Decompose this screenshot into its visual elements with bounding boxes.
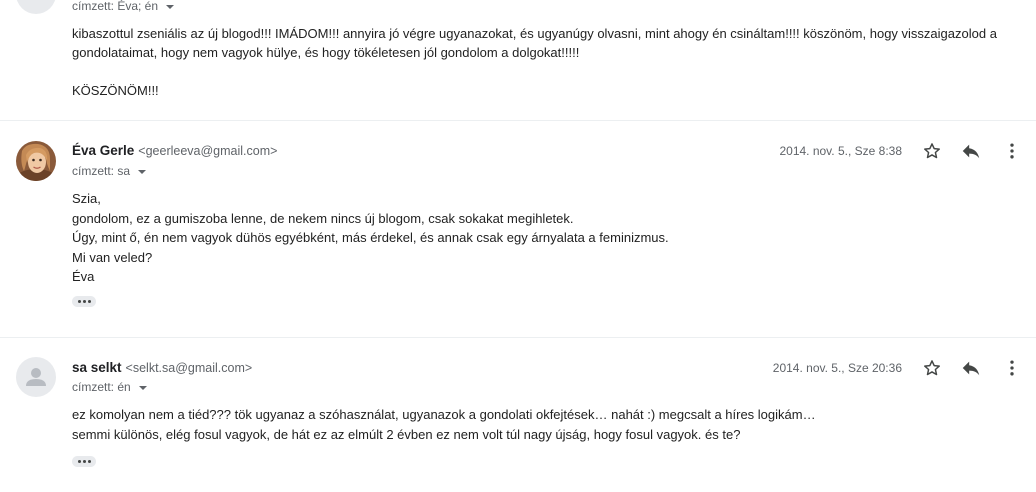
body-line: ez komolyan nem a tiéd??? tök ugyanaz a szóhasználat, ugyanazok a gondolati okfejtések… nahát :) megcsalt a híres logikám… [72,407,816,422]
body-line: gondolom, ez a gumiszoba lenne, de nekem nincs új blogom, csak sokakat megihletek. [72,210,574,226]
recipient-text: címzett: én [72,380,131,394]
message-divider [0,120,1036,121]
show-trimmed-content-button[interactable] [72,296,96,307]
message-date[interactable]: 2014. nov. 5., Sze 8:38 [779,144,902,158]
sender-name[interactable]: sa selkt [72,360,122,375]
chevron-down-icon[interactable] [138,170,146,174]
message-date[interactable]: 2014. nov. 5., Sze 20:36 [772,361,902,375]
body-line: kibaszottul zseniális az új blogod!!! IMÁDOM!!! annyira jó végre ugyanazokat, és ugyanúgy olvasni, mint ahogy én csináltam!!!! köszönöm, hogy visszaigazolod a [72,26,997,41]
sender-name[interactable]: Éva Gerle [72,143,135,158]
avatar[interactable] [16,141,56,181]
message-divider [0,337,1036,338]
ellipsis-icon [78,300,81,303]
reply-button[interactable] [959,356,983,380]
star-button[interactable] [920,356,944,380]
recipient-line[interactable] [72,380,147,394]
reply-button[interactable] [959,139,983,163]
body-line: gondolataimat, hogy nem vagyok hülye, és hogy tökéletesen jól gondolom a dolgokat!!!!! [72,45,580,60]
body-line: Mi van veled? [72,249,153,265]
reply-icon [960,140,982,162]
chevron-down-icon[interactable] [166,5,174,9]
star-icon [922,141,942,161]
star-button[interactable] [920,139,944,163]
recipient-line[interactable] [72,164,146,178]
body-line: semmi különös, elég fosul vagyok, de hát ez az elmúlt 2 évben ez nem volt túl nagy újság, hogy fosul vagyok. és te? [72,426,741,442]
reply-icon [960,357,982,379]
avatar[interactable] [16,0,56,14]
profile-photo [16,141,56,181]
person-icon [16,357,56,397]
message-body [72,189,1022,287]
recipient-text: címzett: sa [72,164,131,178]
message-body [72,24,1022,100]
more-vert-icon [1002,141,1022,161]
message-body [72,405,1022,444]
ellipsis-icon [78,460,81,463]
body-line: Szia, [72,191,101,206]
chevron-down-icon[interactable] [139,386,147,390]
avatar[interactable] [16,357,56,397]
sender-email: <geerleeva@gmail.com> [138,144,278,158]
sender-line [72,143,277,158]
more-vert-icon [1002,358,1022,378]
body-line: Éva [72,269,95,284]
sender-line [72,360,252,375]
recipient-line[interactable] [72,0,174,13]
body-line [72,62,1022,81]
recipient-text: címzett: Éva; én [72,0,159,13]
show-trimmed-content-button[interactable] [72,456,96,467]
body-line: Úgy, mint ő, én nem vagyok dühös egyébként, más érdekel, és annak csak egy árnyalata a feminizmus. [72,230,669,245]
more-options-button[interactable] [1000,139,1024,163]
sender-email: <selkt.sa@gmail.com> [125,361,253,375]
body-line: KÖSZÖNÖM!!! [72,83,159,98]
more-options-button[interactable] [1000,356,1024,380]
star-icon [922,358,942,378]
